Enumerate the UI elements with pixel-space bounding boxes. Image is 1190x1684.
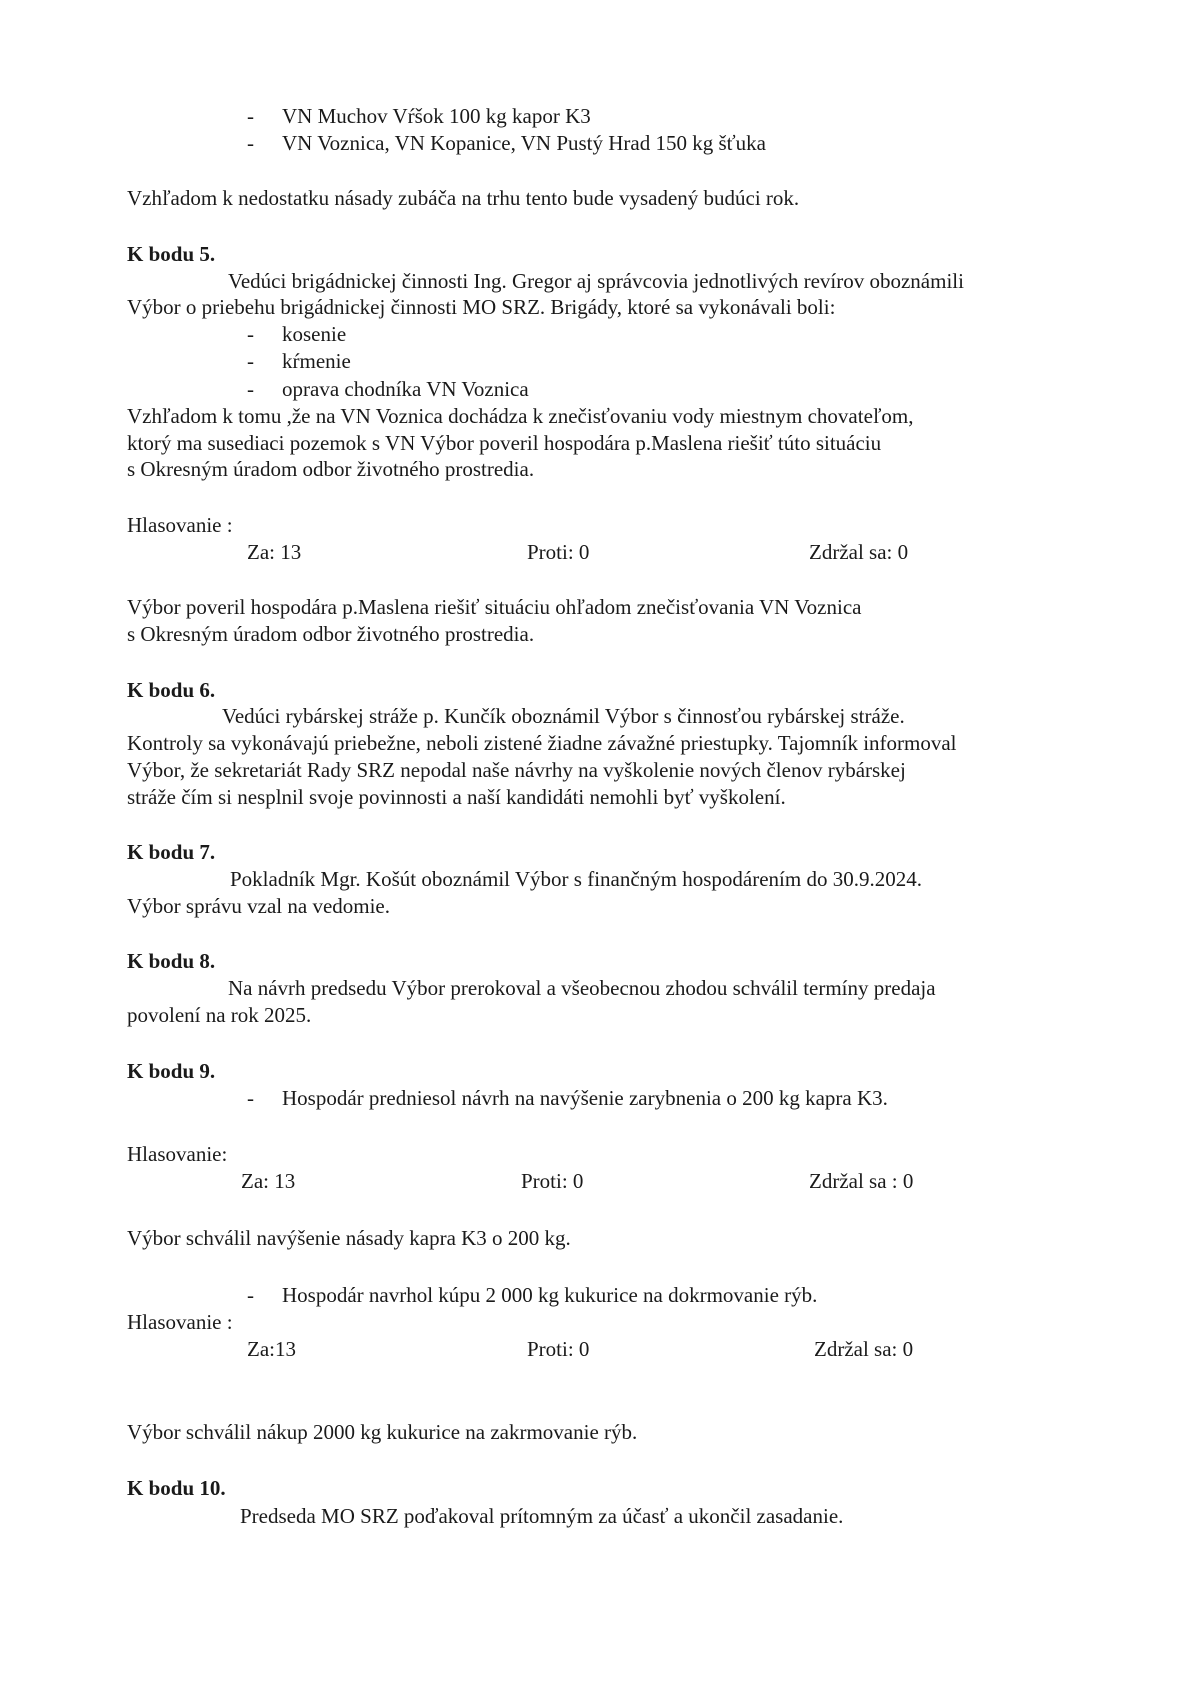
paragraph-line: Výbor schválil nákup 2000 kg kukurice na zakrmovanie rýb. <box>127 1420 638 1444</box>
section-heading: K bodu 5. <box>127 242 216 266</box>
list-item: kŕmenie <box>282 349 351 373</box>
vote-label: Hlasovanie: <box>127 1142 228 1166</box>
list-bullet: - <box>247 1086 254 1110</box>
vote-abstain: Zdržal sa: 0 <box>809 540 909 564</box>
paragraph-line: Vedúci brigádnickej činnosti Ing. Gregor aj správcovia jednotlivých revírov oboznámili <box>228 269 964 293</box>
paragraph-line: Vzhľadom k tomu ,že na VN Voznica dochádza k znečisťovaniu vody miestnym chovateľom, <box>127 404 914 428</box>
list-bullet: - <box>247 322 254 346</box>
paragraph-line: ktorý ma susediaci pozemok s VN Výbor poveril hospodára p.Maslena riešiť túto situáciu <box>127 431 882 455</box>
paragraph-line: Predseda MO SRZ poďakoval prítomným za účasť a ukončil zasadanie. <box>240 1504 844 1528</box>
paragraph-line: Výbor správu vzal na vedomie. <box>127 894 391 918</box>
list-bullet: - <box>247 377 254 401</box>
paragraph-line: s Okresným úradom odbor životného prostredia. <box>127 457 535 481</box>
paragraph-line: Na návrh predsedu Výbor prerokoval a všeobecnou zhodou schválil termíny predaja <box>228 976 936 1000</box>
paragraph-line: Pokladník Mgr. Košút oboznámil Výbor s finančným hospodárením do 30.9.2024. <box>230 867 922 891</box>
vote-abstain: Zdržal sa : 0 <box>809 1169 914 1193</box>
section-heading: K bodu 10. <box>127 1476 226 1500</box>
list-item: oprava chodníka VN Voznica <box>282 377 529 401</box>
vote-label: Hlasovanie : <box>127 1310 233 1334</box>
paragraph-line: povolení na rok 2025. <box>127 1003 312 1027</box>
vote-abstain: Zdržal sa: 0 <box>814 1337 914 1361</box>
paragraph-line: Výbor, že sekretariát Rady SRZ nepodal naše návrhy na vyškolenie nových členov rybárskej <box>127 758 906 782</box>
list-item: VN Muchov Vŕšok 100 kg kapor K3 <box>282 104 591 128</box>
list-bullet: - <box>247 1283 254 1307</box>
section-heading: K bodu 7. <box>127 840 216 864</box>
list-bullet: - <box>247 104 254 128</box>
vote-label: Hlasovanie : <box>127 513 233 537</box>
vote-against: Proti: 0 <box>521 1169 584 1193</box>
list-bullet: - <box>247 131 254 155</box>
paragraph: Vzhľadom k nedostatku násady zubáča na trhu tento bude vysadený budúci rok. <box>127 186 800 210</box>
section-heading: K bodu 6. <box>127 678 216 702</box>
paragraph-line: Výbor poveril hospodára p.Maslena riešiť situáciu ohľadom znečisťovania VN Voznica <box>127 595 862 619</box>
vote-for: Za: 13 <box>241 1169 296 1193</box>
paragraph-line: Vedúci rybárskej stráže p. Kunčík oboznámil Výbor s činnosťou rybárskej stráže. <box>222 704 905 728</box>
paragraph-line: Kontroly sa vykonávajú priebežne, neboli zistené žiadne závažné priestupky. Tajomník informoval <box>127 731 957 755</box>
paragraph-line: s Okresným úradom odbor životného prostredia. <box>127 622 535 646</box>
list-item: Hospodár navrhol kúpu 2 000 kg kukurice na dokrmovanie rýb. <box>282 1283 818 1307</box>
section-heading: K bodu 9. <box>127 1059 216 1083</box>
vote-against: Proti: 0 <box>527 540 590 564</box>
vote-for: Za:13 <box>247 1337 296 1361</box>
paragraph-line: Výbor o priebehu brigádnickej činnosti MO SRZ. Brigády, ktoré sa vykonávali boli: <box>127 295 836 319</box>
section-heading: K bodu 8. <box>127 949 216 973</box>
vote-against: Proti: 0 <box>527 1337 590 1361</box>
list-bullet: - <box>247 349 254 373</box>
list-item: VN Voznica, VN Kopanice, VN Pustý Hrad 150 kg šťuka <box>282 131 766 155</box>
paragraph-line: Výbor schválil navýšenie násady kapra K3 o 200 kg. <box>127 1226 571 1250</box>
list-item: kosenie <box>282 322 347 346</box>
vote-for: Za: 13 <box>247 540 302 564</box>
paragraph-line: stráže čím si nesplnil svoje povinnosti a naší kandidáti nemohli byť vyškolení. <box>127 785 786 809</box>
list-item: Hospodár predniesol návrh na navýšenie zarybnenia o 200 kg kapra K3. <box>282 1086 888 1110</box>
